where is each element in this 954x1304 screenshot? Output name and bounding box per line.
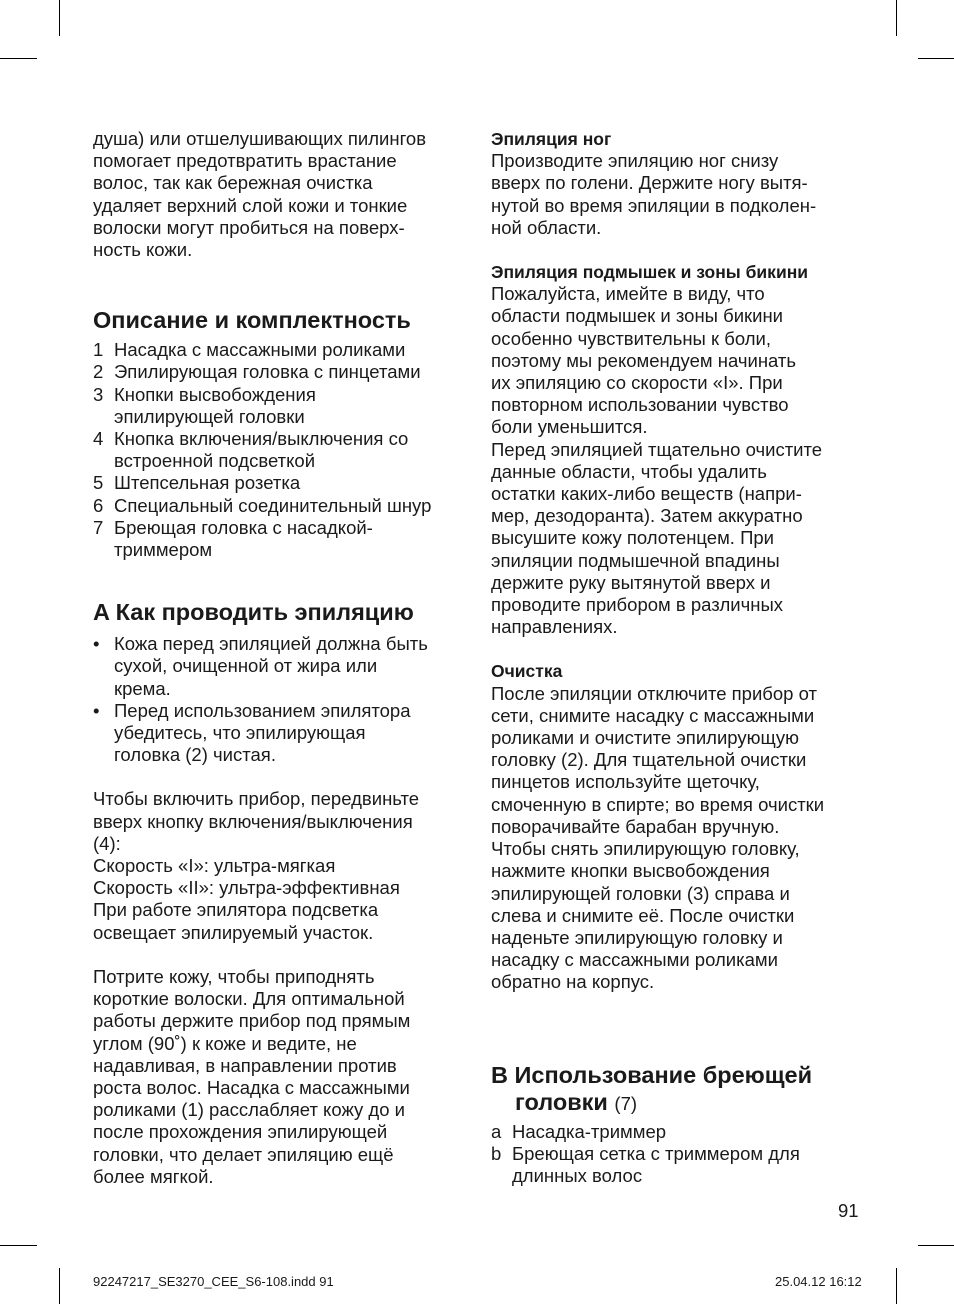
shaving-parts-list [491, 1121, 863, 1188]
text-line: роликами и очистите эпилирующую [491, 727, 800, 749]
list-item-text: Специальный соединительный шнур [114, 494, 432, 516]
list-item-text: Насадка-триммер [512, 1120, 667, 1142]
list-marker: 6 [93, 494, 104, 516]
text-line: мер, дезодоранта). Затем аккуратно [491, 505, 803, 527]
list-marker: 5 [93, 472, 104, 494]
list-item [491, 1143, 863, 1187]
text-line: после прохождения эпилирующей [93, 1121, 388, 1143]
text-line: короткие волоски. Для оптимальной [93, 988, 405, 1010]
list-item [93, 633, 468, 700]
text-line: вверх кнопку включения/выключения [93, 810, 413, 832]
list-marker: b [491, 1142, 502, 1164]
list-item-text: встроенной подсветкой [114, 450, 316, 472]
list-item-text: длинных волос [512, 1164, 643, 1186]
text-line: более мягкой. [93, 1165, 214, 1187]
list-item-text: убедитесь, что эпилирующая [114, 722, 366, 744]
list-item [93, 495, 468, 517]
text-line: слева и снимите её. После очистки [491, 904, 795, 926]
list-item [93, 384, 468, 428]
text-line: наденьте эпилирующую головку и [491, 926, 783, 948]
shaving-heading-ref: (7) [614, 1092, 638, 1114]
text-line: Перед эпиляцией тщательно очистите [491, 438, 823, 460]
components-list [93, 339, 468, 561]
text-line: Потрите кожу, чтобы приподнять [93, 965, 375, 987]
left-column [93, 128, 468, 1188]
text-line: поворачивайте барабан вручную. [491, 815, 780, 837]
text-line: ность кожи. [93, 239, 193, 261]
list-item-text: Перед использованием эпилятора [114, 699, 411, 721]
text-line: эпиляции подмышечной впадины [491, 549, 780, 571]
page-number: 91 [838, 1200, 859, 1221]
cleaning-subheading: Очистка [491, 661, 563, 682]
footer-file-info: 92247217_SE3270_CEE_S6-108.indd 91 [93, 1274, 334, 1289]
text-line: Скорость «I»: ультра-мягкая [93, 855, 336, 877]
crop-mark [0, 1245, 37, 1246]
text-line: работы держите прибор под прямым [93, 1010, 411, 1032]
text-line: роликами (1) расслабляет кожу до и [93, 1099, 405, 1121]
list-item-text: сухой, очищенной от жира или [114, 655, 378, 677]
text-line: проводите прибором в различных [491, 594, 784, 616]
list-item [93, 339, 468, 361]
howto-heading: A Как проводить эпиляцию [93, 599, 414, 626]
list-item [491, 1121, 863, 1143]
preparation-list [93, 633, 468, 766]
text-line: При работе эпилятора подсветка [93, 899, 379, 921]
shaving-heading-line1: B Использование бреющей [491, 1061, 813, 1088]
text-line: душа) или отшелушивающих пилингов [93, 128, 427, 149]
text-line: области подмышек и зоны бикини [491, 305, 784, 327]
legs-paragraph [491, 150, 863, 239]
text-line: поэтому мы рекомендуем начинать [491, 349, 797, 371]
shaving-heading-line2: головки [515, 1088, 608, 1115]
text-line: высушите кожу полотенцем. При [491, 527, 775, 549]
text-line: данные области, чтобы удалить [491, 460, 767, 482]
text-line: их эпиляцию со скорости «I». При [491, 372, 783, 394]
list-item-text: триммером [114, 539, 213, 561]
text-line: освещает эпилируемый участок. [93, 921, 374, 943]
text-line: нутой во время эпиляции в подколен- [491, 194, 817, 216]
text-line: особенно чувствительны к боли, [491, 327, 771, 349]
list-item-text: крема. [114, 677, 171, 699]
legs-subheading: Эпиляция ног [491, 129, 612, 149]
text-line: головки, что делает эпиляцию ещё [93, 1143, 394, 1165]
text-line: удаляет верхний слой кожи и тонкие [93, 194, 408, 216]
crop-mark [0, 58, 37, 59]
list-marker: a [491, 1120, 502, 1142]
list-item-text: Кожа перед эпиляцией должна быть [114, 633, 428, 655]
text-line: роста волос. Насадка с массажными [93, 1076, 410, 1098]
footer-date-time: 25.04.12 16:12 [775, 1274, 862, 1289]
text-line: боли уменьшится. [491, 416, 648, 438]
list-item [93, 472, 468, 494]
list-item-text: Насадка с массажными роликами [114, 339, 406, 361]
text-line: нажмите кнопки высвобождения [491, 860, 770, 882]
text-line: ной области. [491, 216, 602, 238]
list-marker: • [93, 699, 100, 721]
text-line: обратно на корпус. [491, 971, 655, 993]
text-line: надавливая, в направлении против [93, 1054, 397, 1076]
list-item [93, 517, 468, 561]
text-line: (4): [93, 832, 121, 854]
text-line: головку (2). Для тщательной очистки [491, 749, 807, 771]
armpit-paragraph [491, 283, 863, 638]
text-line: повторном использовании чувство [491, 394, 789, 416]
text-line: Чтобы снять эпилирующую головку, [491, 838, 800, 860]
armpit-subheading: Эпиляция подмышек и зоны бикини [491, 262, 809, 283]
list-marker: • [93, 633, 100, 655]
list-item-text: эпилирующей головки [114, 405, 305, 427]
crop-mark [59, 0, 60, 36]
text-line: помогает предотвратить врастание [93, 150, 397, 172]
text-line: смоченную в спирте; во время очистки [491, 793, 825, 815]
list-item [93, 700, 468, 767]
intro-paragraph [93, 128, 468, 261]
text-line: сети, снимите насадку с массажными [491, 704, 815, 726]
list-item [93, 361, 468, 383]
list-item-text: Бреющая сетка с триммером для [512, 1142, 800, 1164]
list-item-text: Кнопка включения/выключения со [114, 428, 409, 450]
switch-on-paragraph [93, 788, 468, 943]
list-marker: 4 [93, 428, 104, 450]
text-line: эпилирующей головки (3) справа и [491, 882, 790, 904]
text-line: Производите эпиляцию ног снизу [491, 150, 779, 172]
text-line: насадку с массажными роликами [491, 949, 778, 971]
technique-paragraph [93, 966, 468, 1188]
list-item-text: головка (2) чистая. [114, 744, 276, 766]
text-line: волоски могут пробиться на поверх- [93, 216, 405, 238]
cleaning-paragraph [491, 683, 863, 994]
description-heading: Описание и комплектность [93, 307, 411, 334]
list-marker: 1 [93, 339, 104, 361]
list-item-text: Штепсельная розетка [114, 472, 301, 494]
list-marker: 2 [93, 361, 104, 383]
right-column [491, 128, 863, 1187]
text-line: вверх по голени. Держите ногу вытя- [491, 172, 808, 194]
text-line: Пожалуйста, имейте в виду, что [491, 283, 765, 305]
text-line: Скорость «II»: ультра-эффективная [93, 877, 400, 899]
crop-mark [918, 58, 954, 59]
text-line: Чтобы включить прибор, передвиньте [93, 788, 420, 810]
crop-mark [59, 1268, 60, 1304]
crop-mark [918, 1245, 954, 1246]
list-marker: 7 [93, 516, 104, 538]
list-marker: 3 [93, 383, 104, 405]
text-line: волос, так как бережная очистка [93, 172, 373, 194]
crop-mark [896, 0, 897, 36]
shaving-heading [491, 1062, 863, 1117]
list-item-text: Бреющая головка с насадкой- [114, 516, 373, 538]
text-line: остатки каких-либо веществ (напри- [491, 483, 802, 505]
text-line: направлениях. [491, 616, 618, 638]
text-line: пинцетов используйте щеточку, [491, 771, 760, 793]
list-item [93, 428, 468, 472]
text-line: После эпиляции отключите прибор от [491, 682, 817, 704]
text-line: держите руку вытянутой вверх и [491, 571, 771, 593]
text-line: углом (90˚) к коже и ведите, не [93, 1032, 357, 1054]
list-item-text: Кнопки высвобождения [114, 383, 316, 405]
list-item-text: Эпилирующая головка с пинцетами [114, 361, 421, 383]
crop-mark [896, 1268, 897, 1304]
